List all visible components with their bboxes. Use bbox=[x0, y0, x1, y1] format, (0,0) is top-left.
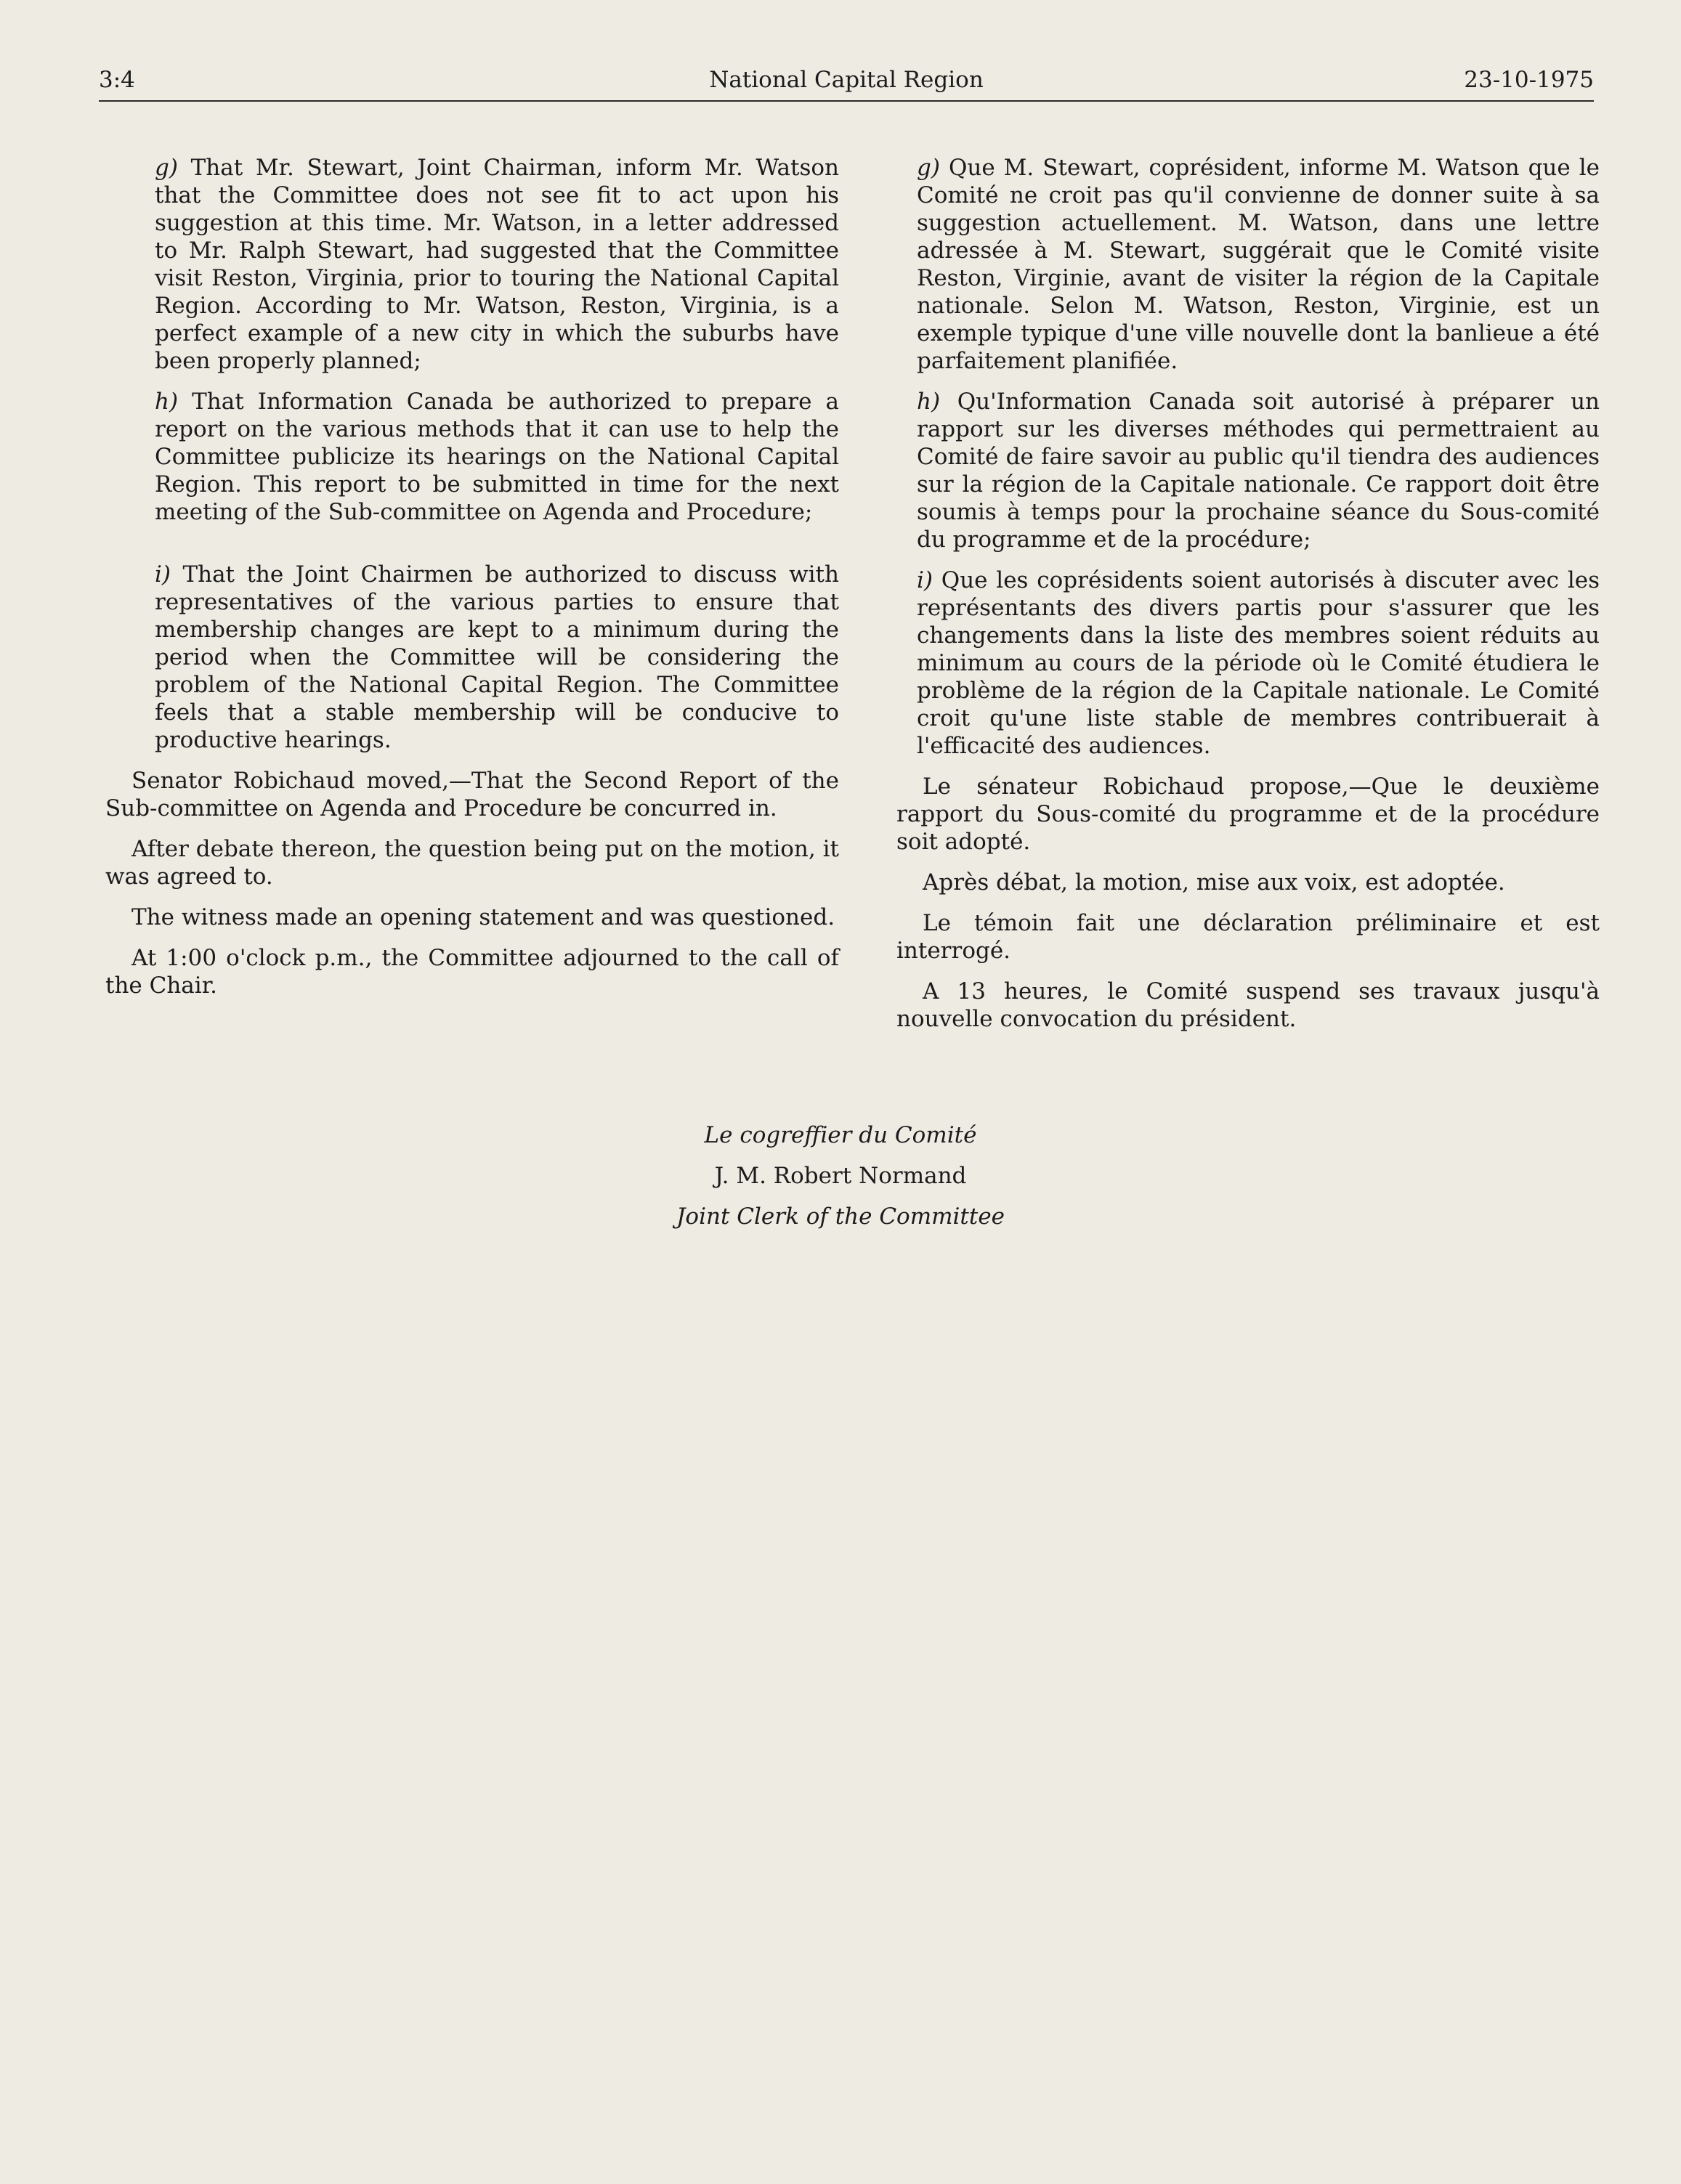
fr-adjourn: A 13 heures, le Comité suspend ses travaux jusqu'à nouvelle convocation du président. bbox=[896, 978, 1600, 1032]
signature-title-fr: Le cogreffier du Comité bbox=[704, 1122, 977, 1148]
en-item-i bbox=[105, 561, 839, 754]
fr-motion: Le sénateur Robichaud propose,—Que le deuxième rapport du Sous-comité du programme et de la procédure soit adopté. bbox=[896, 774, 1600, 855]
en-item-h bbox=[105, 388, 839, 526]
en-h-text: That Information Canada be authorized to prepare a report on the various methods that it can use to help the Committee publicize its hearings on the National Capital Region. This report to be submitted in time for the next meeting of the Sub-committee on Agenda and Procedure; bbox=[155, 389, 839, 525]
en-witness: The witness made an opening statement and was questioned. bbox=[131, 904, 835, 930]
page-number: 3:4 bbox=[99, 67, 135, 93]
fr-i-label: i) bbox=[917, 567, 933, 593]
fr-debate: Après débat, la motion, mise aux voix, est adoptée. bbox=[923, 869, 1505, 896]
en-i-label: i) bbox=[155, 561, 171, 588]
en-i-text: That the Joint Chairmen be authorized to discuss with representatives of the various parties to ensure that membership changes are kept to a minimum during the period when the Committee will be considering the problem of the National Capital Region. The Committee feels that a stable membership will be conducive to productive hearings. bbox=[155, 561, 839, 753]
fr-i-text: Que les coprésidents soient autorisés à discuter avec les représentants des divers partis pour s'assurer que les changements dans la liste des membres soient réduits au minimum au cours de la période où le Comité étudiera le problème de la région de la Capitale nationale. Le Comité croit qu'une liste stable de membres contribuerait à l'efficacité des audiences. bbox=[917, 567, 1600, 759]
fr-item-g bbox=[896, 154, 1600, 375]
fr-h-label: h) bbox=[917, 389, 941, 415]
fr-item-h bbox=[896, 388, 1600, 553]
en-debate: After debate thereon, the question being put on the motion, it was agreed to. bbox=[105, 836, 839, 890]
french-column bbox=[896, 154, 1600, 1046]
en-g-text: That Mr. Stewart, Joint Chairman, inform Mr. Watson that the Committee does not see fit to act upon his suggestion at this time. Mr. Watson, in a letter addressed to Mr. Ralph Stewart, had suggested that the Committee visit Reston, Virginia, prior to touring the National Capital Region. According to Mr. Watson, Reston, Virginia, is a perfect example of a new city in which the suburbs have been properly planned; bbox=[155, 155, 839, 374]
signature-name: J. M. Robert Normand bbox=[714, 1163, 967, 1189]
fr-item-i bbox=[896, 567, 1600, 760]
en-g-label: g) bbox=[155, 155, 178, 181]
english-column bbox=[105, 154, 839, 1012]
fr-g-label: g) bbox=[917, 155, 940, 181]
en-adjourn: At 1:00 o'clock p.m., the Committee adjourned to the call of the Chair. bbox=[105, 945, 839, 999]
fr-witness: Le témoin fait une déclaration préliminaire et est interrogé. bbox=[896, 910, 1600, 964]
running-title: National Capital Region bbox=[709, 67, 984, 93]
en-item-g bbox=[105, 154, 839, 375]
signature-block bbox=[0, 1115, 1681, 1237]
en-motion: Senator Robichaud moved,—That the Second Report of the Sub-committee on Agenda and Procedure be concurred in. bbox=[105, 768, 839, 821]
header-date: 23-10-1975 bbox=[1464, 67, 1594, 93]
fr-h-text: Qu'Information Canada soit autorisé à préparer un rapport sur les diverses méthodes qui permettraient au Comité de faire savoir au public qu'il tiendra des audiences sur la région de la Capitale nationale. Ce rapport doit être soumis à temps pour la prochaine séance du Sous-comité du programme et de la procédure; bbox=[917, 389, 1600, 553]
signature-title-en: Joint Clerk of the Committee bbox=[676, 1203, 1005, 1230]
page-header bbox=[99, 67, 1594, 103]
header-rule bbox=[99, 100, 1594, 102]
en-h-label: h) bbox=[155, 389, 179, 415]
fr-g-text: Que M. Stewart, coprésident, informe M. Watson que le Comité ne croit pas qu'il convienne de donner suite à sa suggestion actuellement. M. Watson, dans une lettre adressée à M. Stewart, suggérait que le Comité visite Reston, Virginie, avant de visiter la région de la Capitale nationale. Selon M. Watson, Reston, Virginie, est un exemple typique d'une ville nouvelle dont la banlieue a été parfaitement planifiée. bbox=[917, 155, 1600, 374]
